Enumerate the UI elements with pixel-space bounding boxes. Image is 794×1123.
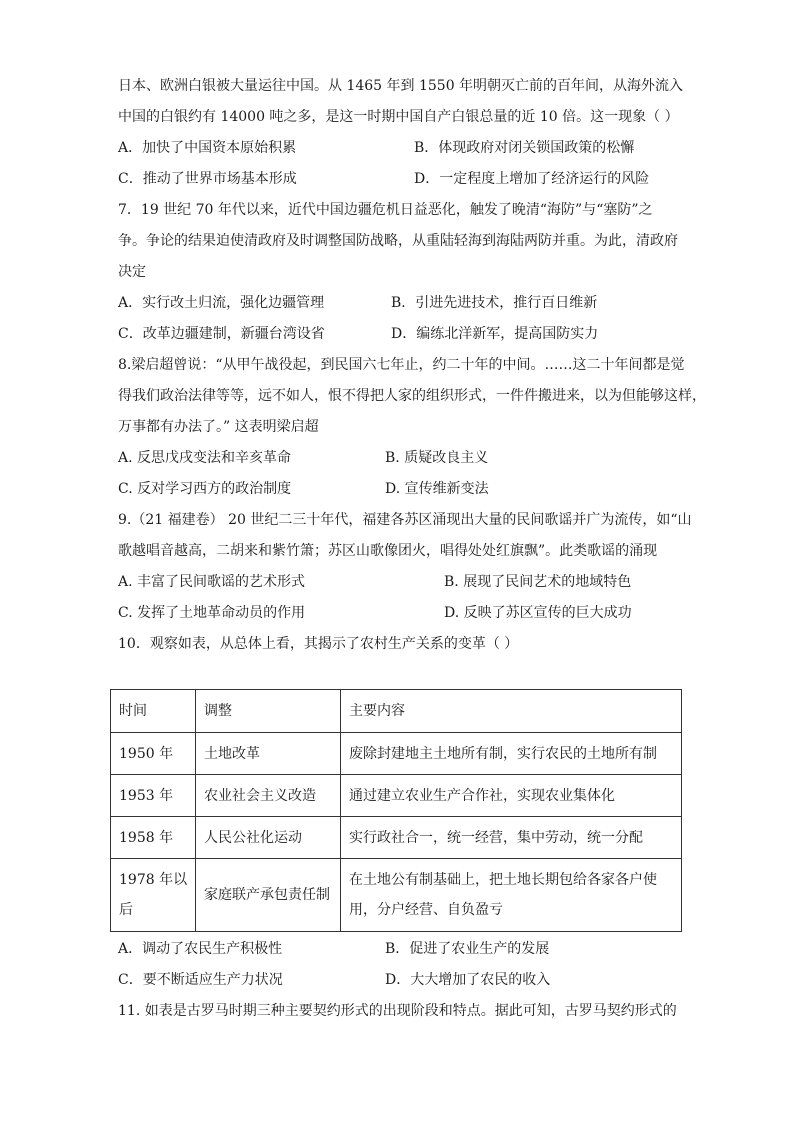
table-cell: 1978 年以后 (111, 859, 196, 932)
q8-stem-line-2: 得我们政治法律等等，远不如人，恨不得把人家的组织形式，一件件搬进来，以为但能够这样， (118, 388, 706, 404)
table-cell: 废除封建地主土地所有制，实行农民的土地所有制 (341, 733, 682, 775)
q6-option-a: A．加快了中国资本原始积累 (118, 140, 297, 156)
q6-stem-line-2: 中国的白银约有 14000 吨之多，是这一时期中国自产白银总量的近 10 倍。这一现象（ ） (118, 109, 679, 125)
q10-option-a: A．调动了农民生产积极性 (118, 941, 283, 957)
q9-stem-line-1: 9.（21 福建卷） 20 世纪二三十年代，福建各苏区涌现出大量的民间歌谣并广为流传，如“山 (118, 512, 692, 528)
table-cell: 土地改革 (196, 733, 341, 775)
q7-stem-line-3: 决定 (118, 264, 146, 280)
table-row (111, 817, 682, 859)
q10-stem: 10．观察如表，从总体上看，其揭示了农村生产关系的变革（ ） (118, 636, 519, 652)
q7-option-d: D．编练北洋新军，提高国防实力 (391, 326, 599, 342)
q10-option-d: D．大大增加了农民的收入 (385, 972, 551, 988)
table-cell: 人民公社化运动 (196, 817, 341, 859)
q8-stem-line-1: 8.梁启超曾说：“从甲午战役起，到民国六七年止，约二十年的中间。……这二十年间都是觉 (118, 357, 685, 373)
q7-option-b: B．引进先进技术，推行百日维新 (391, 295, 598, 311)
table-cell: 实行政社合一，统一经营，集中劳动，统一分配 (341, 817, 682, 859)
q7-option-c: C．改革边疆建制，新疆台湾设省 (118, 326, 325, 342)
table-cell: 农业社会主义改造 (196, 775, 341, 817)
q10-option-b: B．促进了农业生产的发展 (385, 941, 550, 957)
table-header-cell: 调整 (196, 690, 341, 733)
table-cell: 1950 年 (111, 733, 196, 775)
q7-option-a: A．实行改土归流，强化边疆管理 (118, 295, 325, 311)
table-header-cell: 时间 (111, 690, 196, 733)
q6-option-b: B．体现政府对闭关锁国政策的松懈 (414, 140, 635, 156)
table-row (111, 775, 682, 817)
q8-stem-line-3: 万事都有办法了。” 这表明梁启超 (118, 419, 319, 435)
q6-option-d: D．一定程度上增加了经济运行的风险 (414, 171, 650, 187)
q8-option-a: A. 反思戊戌变法和辛亥革命 (118, 450, 292, 466)
table-row (111, 859, 682, 932)
q7-stem-line-1: 7．19 世纪 70 年代以来，近代中国边疆危机日益恶化，触发了晚清“海防”与“塞防”之 (118, 202, 653, 218)
table-row (111, 733, 682, 775)
q9-option-a: A. 丰富了民间歌谣的艺术形式 (118, 574, 306, 590)
q8-option-b: B. 质疑改良主义 (385, 450, 489, 466)
q9-option-d: D. 反映了苏区宣传的巨大成功 (444, 605, 632, 621)
q7-stem-line-2: 争。争论的结果迫使清政府及时调整国防战略，从重陆轻海到海陆两防并重。为此，清政府 (118, 233, 678, 249)
table-cell: 家庭联产承包责任制 (196, 859, 341, 932)
q11-stem: 11. 如表是古罗马时期三种主要契约形式的出现阶段和特点。据此可知，古罗马契约形式的 (118, 1003, 677, 1019)
q10-option-c: C．要不断适应生产力状况 (118, 972, 283, 988)
q9-option-c: C. 发挥了土地革命动员的作用 (118, 605, 306, 621)
q6-option-c: C．推动了世界市场基本形成 (118, 171, 297, 187)
table-cell: 1953 年 (111, 775, 196, 817)
table-cell: 通过建立农业生产合作社，实现农业集体化 (341, 775, 682, 817)
q9-stem-line-2: 歌越唱音越高，二胡来和紫竹箫；苏区山歌像团火，唱得处处红旗飘”。此类歌谣的涌现 (118, 543, 658, 559)
q6-stem-line-1: 日本、欧洲白银被大量运往中国。从 1465 年到 1550 年明朝灭亡前的百年间，从海外流入 (118, 78, 684, 94)
table-header-cell: 主要内容 (341, 690, 682, 733)
q9-option-b: B. 展现了民间艺术的地域特色 (444, 574, 632, 590)
table-cell: 1958 年 (111, 817, 196, 859)
table-cell: 在土地公有制基础上，把土地长期包给各家各户使用，分户经营、自负盈亏 (341, 859, 682, 932)
table-header-row (111, 690, 682, 733)
q8-option-c: C. 反对学习西方的政治制度 (118, 481, 292, 497)
q10-table (110, 689, 682, 932)
q8-option-d: D. 宣传维新变法 (385, 481, 489, 497)
